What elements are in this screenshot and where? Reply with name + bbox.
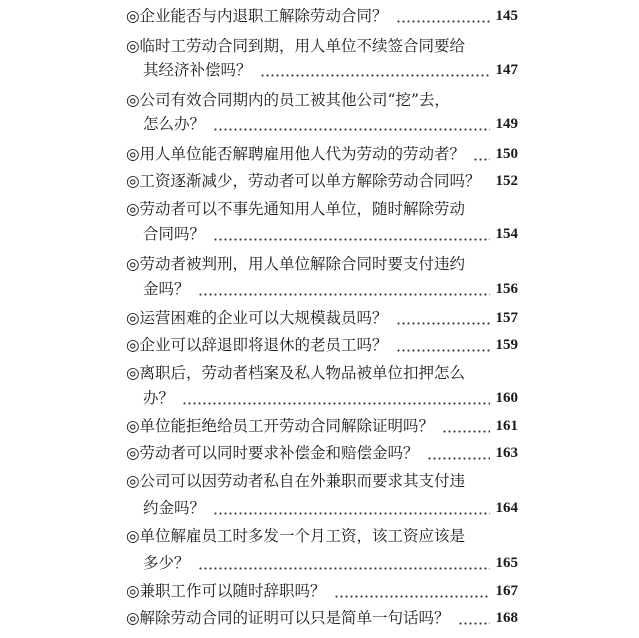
toc-entry[interactable]: [126, 142, 518, 166]
toc-entry-title: 多少？: [143, 554, 190, 572]
toc-entry-continuation[interactable]: [143, 222, 518, 246]
toc-entry-title: ◎公司可以因劳动者私自在外兼职而要求其支付违: [126, 472, 466, 490]
toc-entry-title: ◎公司有效合同期内的员工被其他公司“挖”去，: [126, 91, 450, 109]
toc-entry[interactable]: [126, 414, 518, 438]
dot-leader: [396, 4, 490, 28]
toc-page-number: 150: [495, 146, 518, 162]
toc-entry[interactable]: [126, 606, 518, 630]
toc-entry-title: ◎运营困难的企业可以大规模裁员吗？: [126, 309, 388, 327]
toc-page-number: 160: [495, 390, 518, 406]
toc-entry-title: ◎兼职工作可以随时辞职吗？: [126, 582, 326, 600]
toc-page-number: 152: [495, 173, 518, 189]
toc-entry[interactable]: [126, 469, 518, 493]
dot-leader: [198, 277, 490, 301]
toc-page-number: 156: [495, 281, 518, 297]
toc-entry[interactable]: [126, 34, 518, 58]
dot-leader: [489, 169, 490, 193]
toc-entry-title: ◎离职后，劳动者档案及私人物品被单位扣押怎么: [126, 364, 466, 382]
toc-entry-title: ◎用人单位能否解聘雇用他人代为劳动的劳动者？: [126, 145, 466, 163]
toc-entry[interactable]: [126, 4, 518, 28]
toc-page-number: 163: [495, 445, 518, 461]
toc-entry[interactable]: [126, 441, 518, 465]
toc-entry-title: 合同吗？: [143, 225, 206, 243]
dot-leader: [198, 551, 490, 575]
toc-entry-continuation[interactable]: [143, 551, 518, 575]
toc-entry-title: ◎劳动者被判刑，用人单位解除合同时要支付违约: [126, 255, 466, 273]
dot-leader: [334, 579, 490, 603]
toc-entry-title: ◎企业能否与内退职工解除劳动合同？: [126, 7, 388, 25]
toc-entry-title: 办？: [143, 389, 175, 407]
toc-page-number: 165: [495, 555, 518, 571]
dot-leader: [442, 414, 489, 438]
toc-page-number: 157: [495, 310, 518, 326]
dot-leader: [213, 112, 489, 136]
toc-entry-continuation[interactable]: [143, 277, 518, 301]
toc-entry-title: ◎解除劳动合同的证明可以只是简单一句话吗？: [126, 609, 450, 627]
toc-page-number: 145: [495, 8, 518, 24]
toc-entry[interactable]: [126, 197, 518, 221]
toc-entry-title: 其经济补偿吗？: [143, 61, 252, 79]
toc-entry[interactable]: [126, 579, 518, 603]
toc-entry[interactable]: [126, 169, 518, 193]
dot-leader: [473, 142, 489, 166]
dot-leader: [260, 58, 490, 82]
toc-entry-title: ◎劳动者可以同时要求补偿金和赔偿金吗？: [126, 444, 419, 462]
toc-page-number: 159: [495, 337, 518, 353]
toc-entry-title: 约金吗？: [143, 499, 206, 517]
toc-entry[interactable]: [126, 524, 518, 548]
toc-entry[interactable]: [126, 333, 518, 357]
toc-entry[interactable]: [126, 88, 518, 112]
dot-leader: [396, 306, 490, 330]
toc-entry-title: ◎劳动者可以不事先通知用人单位，随时解除劳动: [126, 200, 466, 218]
dot-leader: [458, 606, 490, 630]
toc-page-number: 147: [495, 62, 518, 78]
toc-entry-continuation[interactable]: [143, 112, 518, 136]
toc-entry-continuation[interactable]: [143, 58, 518, 82]
toc-page-number: 164: [495, 500, 518, 516]
toc-page-number: 167: [495, 583, 518, 599]
toc-entry[interactable]: [126, 252, 518, 276]
toc-entry-title: ◎临时工劳动合同到期，用人单位不续签合同要给: [126, 37, 466, 55]
dot-leader: [213, 222, 489, 246]
toc-page-number: 149: [495, 116, 518, 132]
toc-entry[interactable]: [126, 306, 518, 330]
toc-entry-continuation[interactable]: [143, 496, 518, 520]
dot-leader: [213, 496, 489, 520]
toc-entry-continuation[interactable]: [143, 386, 518, 410]
dot-leader: [182, 386, 489, 410]
toc-page-number: 161: [495, 418, 518, 434]
toc-entry-title: ◎单位能拒绝给员工开劳动合同解除证明吗？: [126, 417, 435, 435]
toc-page-number: 168: [495, 610, 518, 626]
dot-leader: [427, 441, 490, 465]
toc-page-number: 154: [495, 226, 518, 242]
toc-entry-title: ◎企业可以辞退即将退休的老员工吗？: [126, 336, 388, 354]
toc-entry-title: ◎工资逐渐减少，劳动者可以单方解除劳动合同吗？: [126, 172, 481, 190]
dot-leader: [396, 333, 490, 357]
toc-entry-title: 金吗？: [143, 280, 190, 298]
toc-entry[interactable]: [126, 361, 518, 385]
toc-entry-title: 怎么办？: [143, 115, 206, 133]
toc-entry-title: ◎单位解雇员工时多发一个月工资，该工资应该是: [126, 527, 466, 545]
